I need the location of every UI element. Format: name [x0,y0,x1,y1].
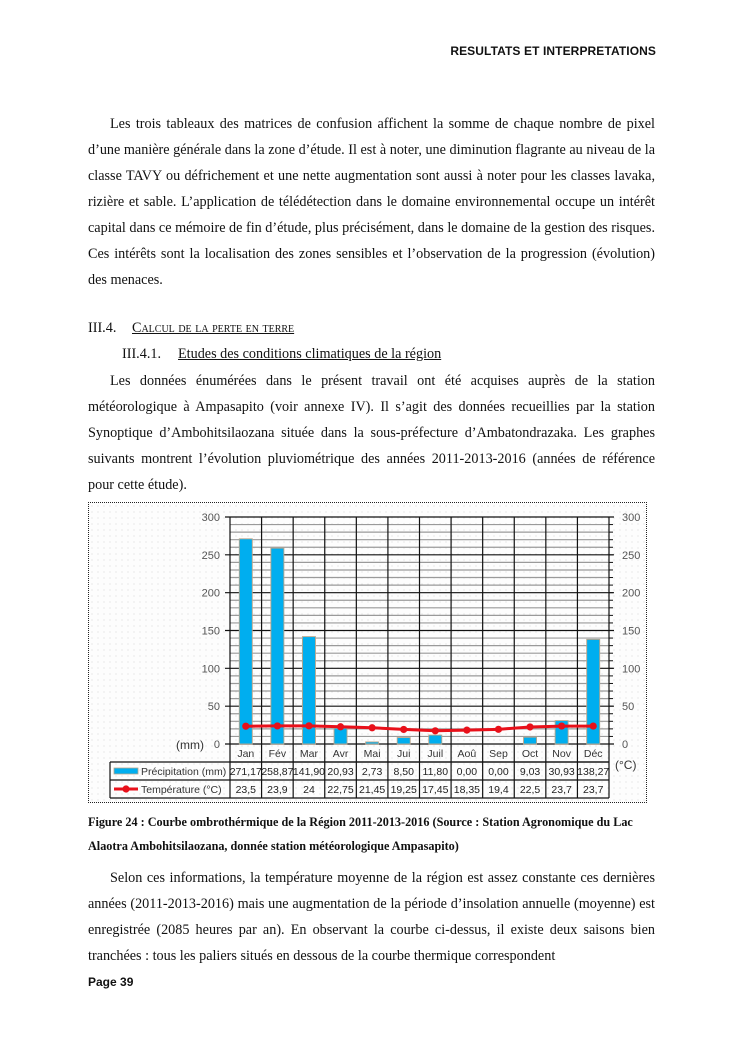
temperature-value: 22,5 [519,784,541,796]
page-number: Page 39 [88,975,134,989]
temperature-marker [242,723,249,730]
paragraph-interpretation [88,865,655,969]
month-label: Juil [427,748,444,760]
right-axis-tick-label: 250 [622,549,641,562]
temperature-value: 17,45 [422,784,449,796]
precipitation-bar [366,742,379,744]
precipitation-value: 2,73 [361,766,383,778]
temperature-legend-marker [122,785,129,792]
left-axis-tick-label: 200 [201,587,220,600]
running-header: RESULTATS ET INTERPRETATIONS [450,44,656,58]
precipitation-value: 30,93 [548,766,575,778]
left-axis-tick-label: 0 [213,739,220,751]
precipitation-bar [334,728,347,744]
paragraph-confusion-matrices [88,111,655,293]
temperature-value: 23,5 [235,784,257,796]
month-label: Nov [552,748,571,760]
month-label: Aoû [457,748,477,760]
precipitation-bar [271,548,284,744]
subsection-heading-III-4-1 [122,346,441,363]
left-axis-tick-label: 150 [201,625,220,638]
month-label: Jan [237,748,255,760]
left-axis-tick-label: 100 [201,663,220,676]
right-axis-tick-label: 300 [622,512,641,524]
temperature-value: 21,45 [358,784,386,796]
temperature-marker [400,726,407,733]
right-axis-tick-label: 200 [622,587,641,600]
precipitation-value: 0,00 [456,766,478,778]
month-label: Mai [363,748,381,760]
left-axis-tick-label: 50 [207,701,220,714]
temperature-value: 23,9 [267,784,288,796]
month-label: Mar [299,748,319,760]
left-axis-tick-label: 250 [201,549,220,562]
precipitation-legend-label: Précipitation (mm) [141,766,227,778]
month-label: Jui [396,748,411,760]
precipitation-bar [397,738,410,744]
temperature-value: 18,35 [453,784,481,796]
precipitation-value: 138,27 [577,766,610,778]
precipitation-bar [239,539,252,744]
precipitation-legend-key [114,768,138,774]
precipitation-value: 141,90 [292,766,326,778]
temperature-marker [526,723,533,730]
temperature-marker [463,727,470,734]
temperature-marker [337,723,344,730]
right-axis-tick-label: 0 [622,739,629,751]
precipitation-bar [429,735,442,744]
temperature-value: 19,25 [390,784,417,796]
temperature-marker [558,722,565,729]
paragraph-text: Les trois tableaux des matrices de confusion affichent la somme de chaque nombre de pixel d’une manière générale dans la zone d’étude. Il est à noter, une diminution flagrante au niveau de la classe TAVY ou défrichement et une nette augmentation sont aussi à noter pour les classes lavaka, rizière et sable. L’application de télédétection dans le domaine environnemental occupe un intérêt capital dans ce mémoire de fin d’étude, plus précisément, dans le domaine de la gestion des risques. Ces intérêts sont la localisation des zones sensibles et l’observation de la progression (évolution) des menaces. [88,116,655,288]
precipitation-value: 8,50 [393,766,414,778]
subsection-title: Etudes des conditions climatiques de la région [178,346,442,362]
month-label: Fév [268,748,287,760]
section-title: Calcul de la perte en terre [132,320,295,336]
chart-canvas [89,503,648,804]
subsection-number: III.4.1. [122,346,162,362]
month-label: Sep [489,748,508,760]
section-heading-III-4 [88,320,294,337]
month-label: Déc [583,748,603,760]
left-axis-tick-label: 300 [201,512,220,524]
temperature-marker [495,726,502,733]
precipitation-value: 20,93 [327,766,354,778]
temperature-value: 22,75 [327,784,354,796]
right-axis-tick-label: 150 [622,625,641,638]
paragraph-text: Les données énumérées dans le présent travail ont été acquises auprès de la station météorologique à Ampasapito (voir annexe IV). Il s’agit des données recueillies par la station Synoptique d’Ambohitsilaozana située dans la sous-préfecture d’Ambatondrazaka. Les graphes suivants montrent l’évolution pluviométrique des années 2011-2013-2016 (années de référence pour cette étude). [88,373,655,493]
right-axis-tick-label: 100 [622,663,641,676]
temperature-value: 19,4 [488,784,509,796]
section-number: III.4. [88,320,117,336]
precipitation-bar [524,737,537,744]
temperature-marker [274,722,281,729]
precipitation-value: 258,87 [261,766,294,778]
precipitation-value: 9,03 [519,766,541,778]
temperature-legend-label: Température (°C) [141,784,222,796]
ombrothermic-chart [88,502,647,803]
right-axis-unit-label: (°C) [615,758,637,772]
precipitation-value: 0,00 [488,766,509,778]
temperature-marker [590,722,597,729]
temperature-marker [305,722,312,729]
temperature-marker [369,724,376,731]
left-axis-unit-label: (mm) [176,738,204,752]
temperature-value: 23,7 [582,784,604,796]
temperature-value: 23,7 [551,784,572,796]
precipitation-value: 271,17 [229,766,262,778]
paragraph-data-source [88,368,655,498]
precipitation-value: 11,80 [422,766,449,778]
month-label: Avr [332,748,349,760]
right-axis-tick-label: 50 [622,701,635,714]
month-label: Oct [521,748,539,760]
figure-caption: Figure 24 : Courbe ombrothérmique de la Région 2011-2013-2016 (Source : Station Agronomique du Lac Alaotra Ambohitsilaozana, donnée station météorologique Ampasapito) [88,815,633,853]
paragraph-text: Selon ces informations, la température moyenne de la région est assez constante ces dernières années (2011-2013-2016) mais une augmentation de la période d’insolation annuelle (moyenne) est enregistrée (2085 heures par an). En observant la courbe ci-dessus, il existe deux saisons bien tranchées : tous les paliers situés en dessous de la courbe thermique correspondent [88,870,655,964]
temperature-marker [432,727,439,734]
temperature-value: 24 [303,784,315,796]
